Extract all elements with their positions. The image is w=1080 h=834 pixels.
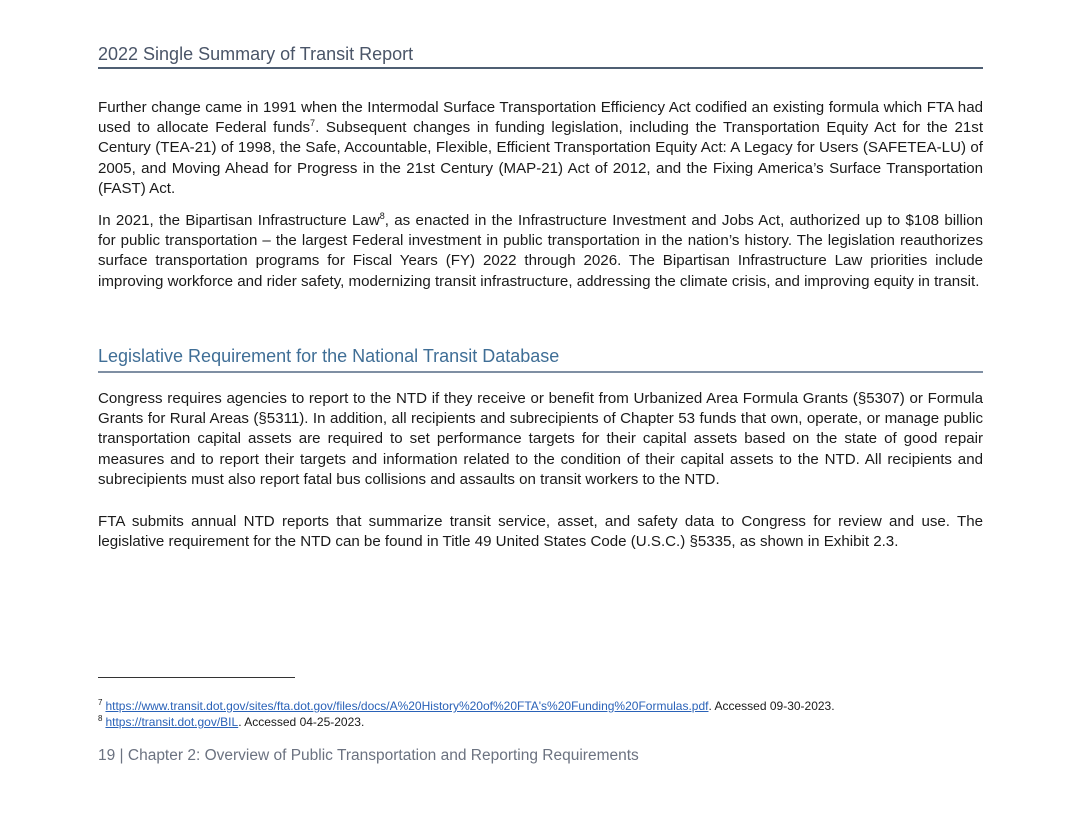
paragraph-bipartisan-law [98,211,983,292]
paragraph-text: Further change came in 1991 when the Intermodal Surface Transportation Efficiency Act codified an existing formula which FTA had used to allocate Federal funds [98,99,983,137]
footnote-suffix: . Accessed 04-25-2023. [238,715,365,729]
footnote-divider [98,677,295,678]
paragraph-fta-reports: FTA submits annual NTD reports that summarize transit service, asset, and safety data to Congress for review and use. The legislative requirement for the NTD can be found in Title 49 United States Code (U.S.C.) §5335, as shown in Exhibit 2.3. [98,513,983,551]
footnote-item [98,714,983,730]
running-header: 2022 Single Summary of Transit Report [98,43,983,69]
paragraph-text: . Subsequent changes in funding legislation, including the Transportation Equity Act for the 21st Century (TEA-21) of 1998, the Safe, Accountable, Flexible, Efficient Transportation Equity Act: A Legacy for Users (SAFETEA-LU) of 2005, and Moving Ahead for Progress in the 21st Century (MAP-21) Act of 2012, and the Fixing America’s Surface Transportation (FAST) Act. [98,119,984,197]
footnote-number: 7 [98,698,103,707]
footnote-ref-8[interactable]: 8 [379,210,385,221]
footnote-suffix: . Accessed 09-30-2023. [708,699,835,713]
footnote-link[interactable]: https://www.transit.dot.gov/sites/fta.dot.gov/files/docs/A%20History%20of%20FTA's%20Funding%20Formulas.pdf [105,699,709,713]
paragraph-text: , as enacted in the Infrastructure Investment and Jobs Act, authorized up to $108 billion for public transportation – the largest Federal investment in public transportation in the nation’s history. The legislation reauthorizes surface transportation programs for Fiscal Years (FY) 2022 through 2026. The Bipartisan Infrastructure Law priorities include improving workforce and rider safety, modernizing transit infrastructure, addressing the climate crisis, and improving equity in transit. [98,212,983,290]
section-heading: Legislative Requirement for the National Transit Database [98,345,983,373]
document-page [98,0,983,834]
paragraph-text: In 2021, the Bipartisan Infrastructure Law [98,212,380,229]
footnotes [98,698,983,730]
footnote-item [98,698,983,714]
footnote-link[interactable]: https://transit.dot.gov/BIL [105,715,239,729]
paragraph-funding-history [98,98,983,199]
footnote-number: 8 [98,714,103,723]
running-footer: 19 | Chapter 2: Overview of Public Transportation and Reporting Requirements [98,747,639,764]
footnote-ref-7[interactable]: 7 [310,118,316,129]
paragraph-congress-requirements: Congress requires agencies to report to the NTD if they receive or benefit from Urbanized Area Formula Grants (§5307) or Formula Grants for Rural Areas (§5311). In addition, all recipients and subrecipients of Chapter 53 funds that own, operate, or manage public transportation capital assets are required to set performance targets for their capital assets based on the state of good repair measures and to report their targets and information related to the condition of their capital assets to the NTD. All recipients and subrecipients must also report fatal bus collisions and assaults on transit workers to the NTD. [98,390,983,488]
